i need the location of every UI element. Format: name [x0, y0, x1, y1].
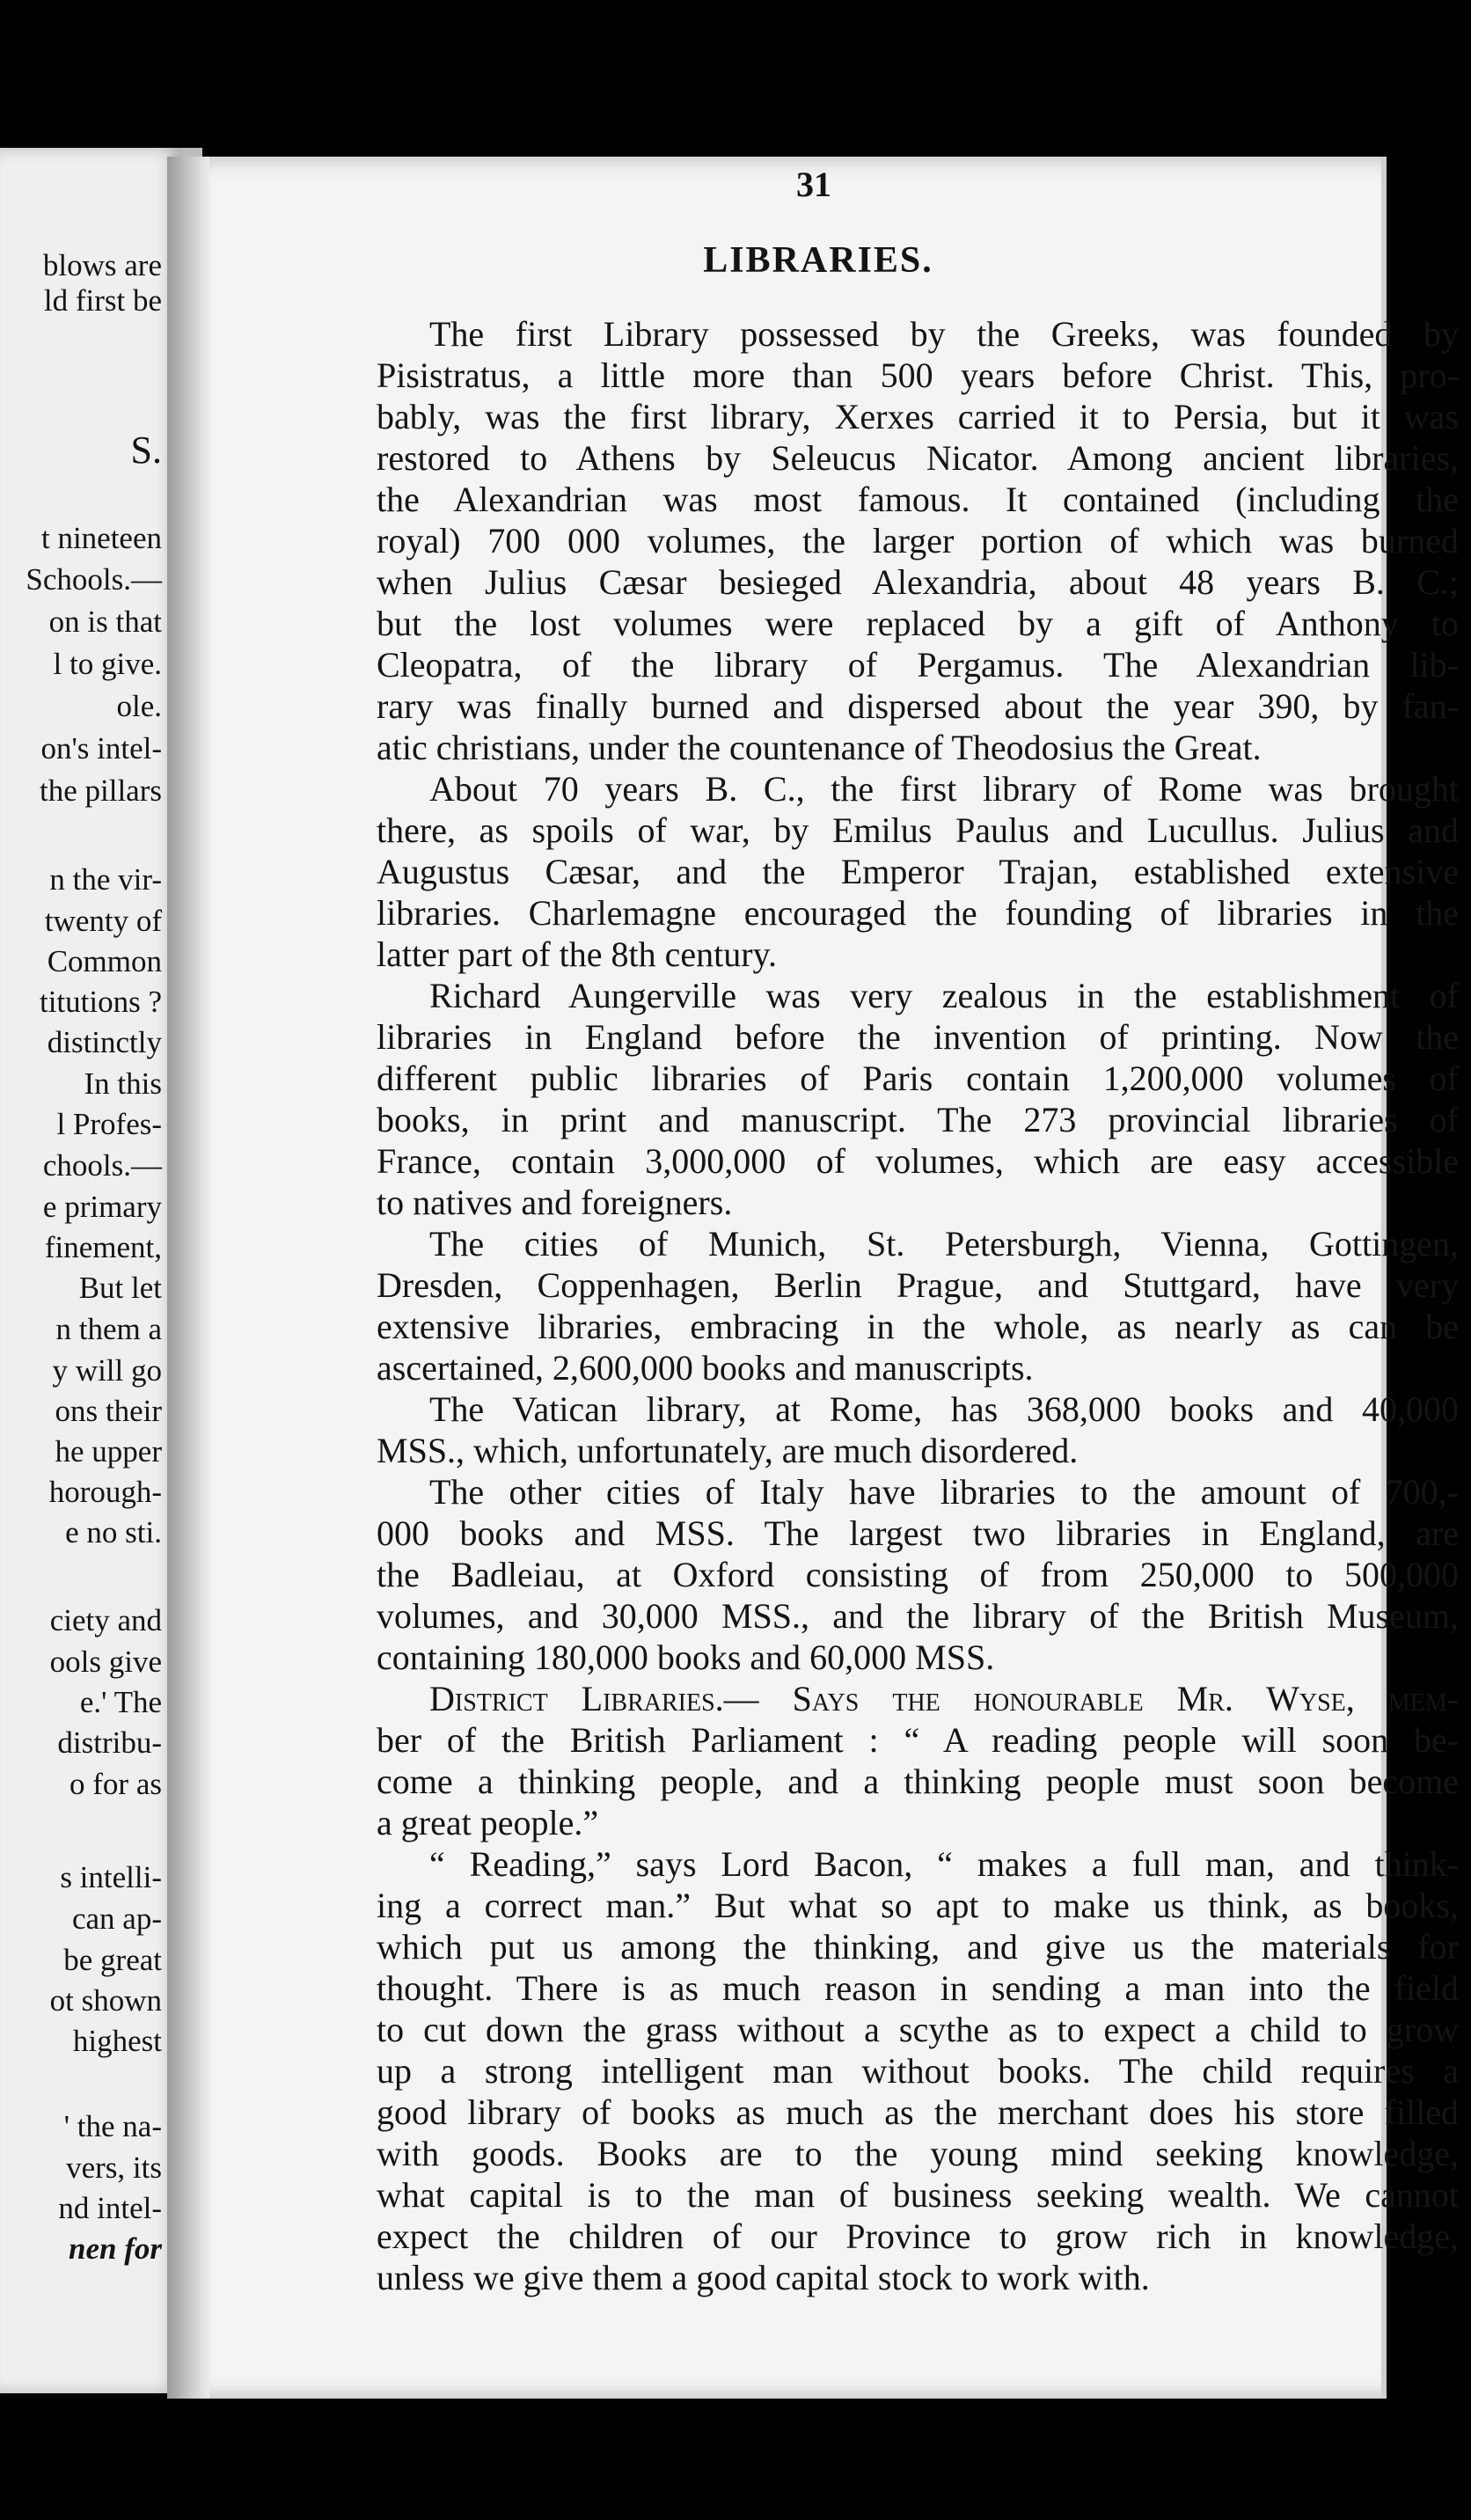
text-line: MSS., which, unfortunately, are much disordered. — [377, 1431, 1079, 1470]
fragment-line: highest — [72, 2024, 162, 2058]
text-line: royal) 700 000 volumes, the larger portion of which was burned — [377, 521, 1459, 560]
fragment-line: distribu- — [57, 1725, 162, 1760]
fragment-line: ole. — [116, 689, 162, 723]
fragment-line: nen for — [69, 2231, 162, 2266]
fragment-line: vers, its — [66, 2150, 162, 2185]
text-line: come a thinking people, and a thinking people must soon become — [377, 1762, 1459, 1801]
text-line: 000 books and MSS. The largest two libraries in England, are — [377, 1513, 1459, 1553]
text-line: unless we give them a good capital stock to work with. — [377, 2258, 1150, 2297]
fragment-line: horough- — [48, 1475, 162, 1509]
text-line: Cleopatra, of the library of Pergamus. The Alexandrian lib- — [377, 645, 1459, 685]
fragment-line: o for as — [70, 1767, 162, 1801]
text-line: The Vatican library, at Rome, has 368,000 books and 40,000 — [429, 1389, 1459, 1429]
fragment-line: ot shown — [49, 1983, 162, 2018]
text-line: extensive libraries, embracing in the whole, as nearly as can be — [377, 1307, 1459, 1346]
fragment-line: n the vir- — [49, 862, 162, 897]
text-line: libraries. Charlemagne encouraged the founding of libraries in the — [377, 893, 1459, 933]
fragment-line: distinctly — [47, 1025, 162, 1059]
text-line: atic christians, under the countenance of Theodosius the Great. — [377, 728, 1262, 767]
text-line: there, as spoils of war, by Emilus Paulus and Lucullus. Julius and — [377, 810, 1459, 850]
fragment-line: ons their — [55, 1394, 162, 1428]
text-line: with goods. Books are to the young mind seeking knowledge, — [377, 2134, 1459, 2173]
text-line: restored to Athens by Seleucus Nicator. Among ancient libraries, — [377, 438, 1459, 478]
fragment-line: titutions ? — [39, 985, 162, 1019]
text-line: latter part of the 8th century. — [377, 934, 777, 974]
fragment-line: Schools.— — [26, 562, 162, 597]
text-line: up a strong intelligent man without books. The child requires a — [377, 2051, 1459, 2091]
text-line: Dresden, Coppenhagen, Berlin Prague, and Stuttgard, have very — [377, 1265, 1459, 1305]
fragment-line: l Profes- — [56, 1107, 162, 1141]
text-line: which put us among the thinking, and give us the materials for — [377, 1927, 1459, 1967]
text-line: to cut down the grass without a scythe as to expect a child to grow — [377, 2010, 1459, 2049]
text-line: bably, was the first library, Xerxes carried it to Persia, but it was — [377, 397, 1459, 436]
text-line: ber of the British Parliament : “ A reading people will soon be- — [377, 1720, 1459, 1760]
text-line: District Libraries.— Says the honourable Mr. Wyse, mem- — [429, 1679, 1459, 1718]
book-page — [167, 157, 1459, 2399]
fragment-line: S. — [130, 429, 162, 472]
fragment-line: s intelli- — [60, 1860, 162, 1894]
text-line: About 70 years B. C., the first library of Rome was brought — [429, 769, 1459, 809]
fragment-line: e.' The — [79, 1685, 162, 1719]
text-line: different public libraries of Paris contain 1,200,000 volumes of — [377, 1059, 1459, 1098]
fragment-line: on's intel- — [40, 731, 162, 766]
text-line: what capital is to the man of business seeking wealth. We cannot — [377, 2175, 1459, 2215]
page-gutter — [167, 157, 209, 2399]
text-line: the Alexandrian was most famous. It contained (including the — [377, 480, 1459, 519]
text-line: Richard Aungerville was very zealous in the establishment of — [429, 976, 1459, 1015]
page-number: 31 — [796, 165, 831, 204]
text-line: books, in print and manuscript. The 273 provincial libraries of — [377, 1100, 1459, 1139]
text-line: thought. There is as much reason in sending a man into the field — [377, 1968, 1459, 2008]
fragment-line: y will go — [52, 1353, 162, 1388]
fragment-line: be great — [63, 1943, 162, 1977]
fragment-line: ools give — [49, 1645, 162, 1679]
text-line: good library of books as much as the merchant does his store filled — [377, 2092, 1459, 2132]
fragment-line: t nineteen — [40, 521, 162, 555]
fragment-line: ld first be — [43, 283, 162, 318]
text-line: The other cities of Italy have libraries to the amount of 700,- — [429, 1472, 1459, 1512]
fragment-line: e no sti. — [65, 1515, 162, 1549]
fragment-line: But let — [78, 1271, 162, 1305]
text-line: ascertained, 2,600,000 books and manuscripts. — [377, 1348, 1034, 1388]
fragment-line: ciety and — [49, 1603, 162, 1637]
text-line: volumes, and 30,000 MSS., and the library of the British Museum, — [377, 1596, 1459, 1636]
text-line: the Badleiau, at Oxford consisting of from 250,000 to 500,000 — [377, 1555, 1459, 1594]
text-line: Augustus Cæsar, and the Emperor Trajan, established extensive — [377, 852, 1459, 891]
fragment-line: twenty of — [44, 904, 162, 938]
text-line: rary was finally burned and dispersed about the year 390, by fan- — [377, 686, 1459, 726]
page-title: LIBRARIES. — [703, 240, 933, 281]
fragment-line: blows are — [42, 248, 162, 282]
fragment-line: chools.— — [42, 1148, 162, 1183]
text-line: a great people.” — [377, 1803, 599, 1842]
fragment-line: finement, — [44, 1230, 162, 1264]
text-line: but the lost volumes were replaced by a gift of Anthony to — [377, 604, 1459, 643]
text-line: Pisistratus, a little more than 500 years before Christ. This, pro- — [377, 355, 1459, 395]
fragment-line: In this — [84, 1066, 162, 1101]
body-text — [209, 303, 1459, 2399]
fragment-line: e primary — [42, 1190, 162, 1224]
text-line: containing 180,000 books and 60,000 MSS. — [377, 1637, 995, 1677]
text-line: to natives and foreigners. — [377, 1183, 733, 1222]
text-line: “ Reading,” says Lord Bacon, “ makes a full man, and think- — [429, 1844, 1459, 1884]
fragment-line: ' the na- — [63, 2109, 162, 2143]
text-line: libraries in England before the invention of printing. Now the — [377, 1017, 1459, 1057]
fragment-line: the pillars — [40, 773, 162, 808]
fragment-line: nd intel- — [58, 2191, 162, 2225]
fragment-line: l to give. — [53, 647, 162, 681]
text-line: ing a correct man.” But what so apt to make us think, as books, — [377, 1886, 1459, 1925]
fragment-line: he upper — [55, 1434, 162, 1469]
text-line: The cities of Munich, St. Petersburgh, Vienna, Gottingen, — [429, 1224, 1459, 1264]
fragment-line: on is that — [48, 604, 162, 639]
text-line: when Julius Cæsar besieged Alexandria, about 48 years B. C.; — [377, 562, 1459, 602]
text-line: expect the children of our Province to grow rich in knowledge, — [377, 2216, 1459, 2256]
fragment-line: Common — [47, 944, 162, 978]
fragment-line: n them a — [55, 1312, 162, 1346]
fragment-line: can ap- — [71, 1901, 162, 1936]
text-line: The first Library possessed by the Greeks, was founded by — [429, 314, 1459, 354]
text-line: France, contain 3,000,000 of volumes, which are easy accessible — [377, 1141, 1459, 1181]
